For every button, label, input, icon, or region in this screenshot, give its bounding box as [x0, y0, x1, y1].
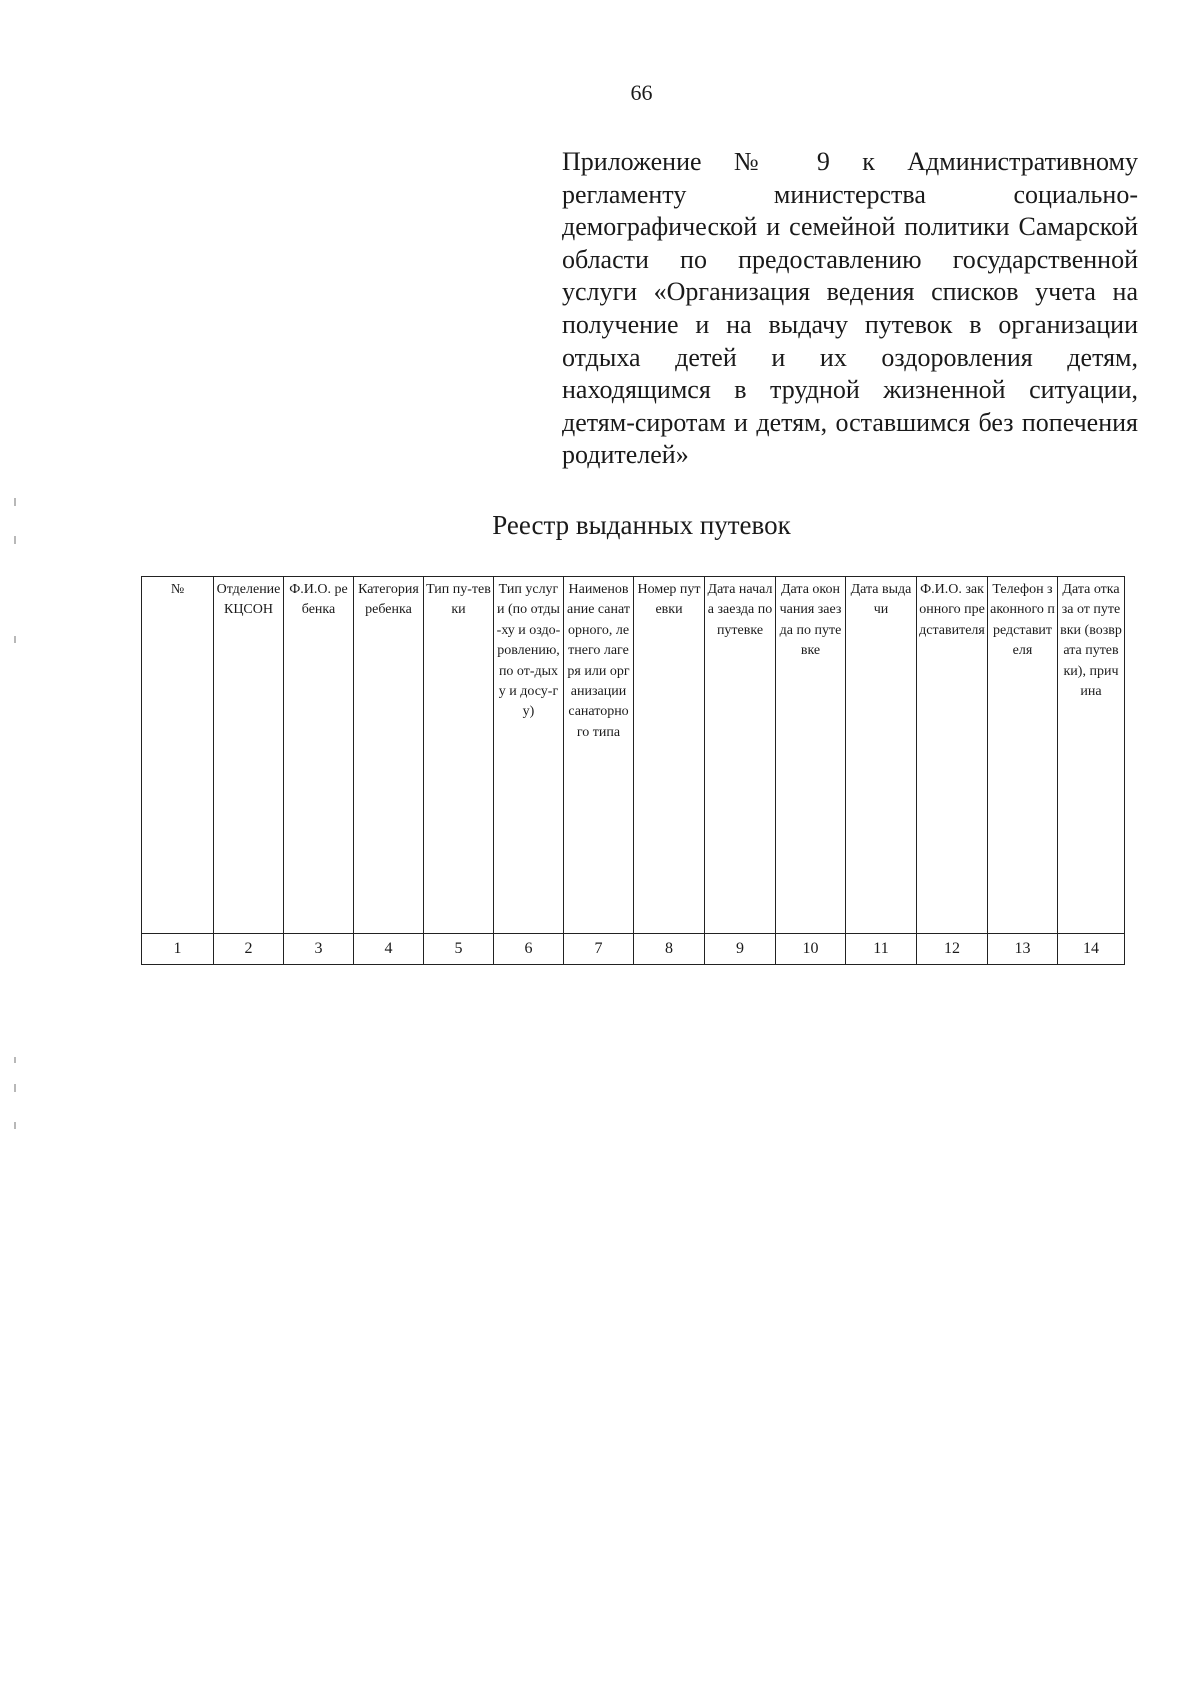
scan-margin-mark [14, 636, 16, 643]
column-header: Наименование санаторного, летнего лагеря или организации санаторного типа [564, 577, 634, 934]
column-header: Отделение КЦСОН [214, 577, 284, 934]
column-number: 14 [1058, 934, 1125, 965]
scan-margin-mark [14, 1084, 16, 1092]
column-number: 3 [284, 934, 354, 965]
column-header: Дата окончания заезда по путевке [776, 577, 846, 934]
page-number: 66 [630, 80, 653, 105]
scan-margin-mark [14, 536, 16, 544]
column-number: 4 [354, 934, 424, 965]
column-number: 11 [846, 934, 917, 965]
column-header: Ф.И.О. законного представителя [917, 577, 988, 934]
appendix-note: Приложение № 9 к Административному регламенту министерства социально-демографической и семейной политики Самарской области по предоставлению государственной услуги «Организация ведения списков учета на получение и на выдачу путевок в организации отдыха детей и их оздоровления детям, находящимся в трудной жизненной ситуации, детям-сиротам и детям, оставшимся без попечения родителей» [562, 147, 1138, 470]
column-number: 12 [917, 934, 988, 965]
column-header: № [142, 577, 214, 934]
registry-title: Реестр выданных путевок [492, 510, 791, 540]
column-header: Телефон законного представителя [988, 577, 1058, 934]
scan-margin-mark [14, 1057, 16, 1063]
column-number: 10 [776, 934, 846, 965]
column-number: 13 [988, 934, 1058, 965]
column-header: Дата отказа от путевки (возврата путевки), причина [1058, 577, 1125, 934]
registry-table [141, 576, 1125, 965]
column-header: Номер путевки [634, 577, 705, 934]
column-header: Дата начала заезда по путевке [705, 577, 776, 934]
column-header: Ф.И.О. ребенка [284, 577, 354, 934]
table-header-row [142, 577, 1125, 934]
column-number: 5 [424, 934, 494, 965]
column-number: 6 [494, 934, 564, 965]
column-header: Тип услуги (по отды-ху и оздо-ровлению, по от-дыху и досу-гу) [494, 577, 564, 934]
scan-margin-mark [14, 498, 16, 506]
column-number: 7 [564, 934, 634, 965]
column-header: Категория ребенка [354, 577, 424, 934]
column-number: 2 [214, 934, 284, 965]
column-number: 9 [705, 934, 776, 965]
column-number: 8 [634, 934, 705, 965]
column-number-row [142, 934, 1125, 965]
column-number: 1 [142, 934, 214, 965]
scan-margin-mark [14, 1122, 16, 1129]
column-header: Тип пу-тевки [424, 577, 494, 934]
column-header: Дата выдачи [846, 577, 917, 934]
